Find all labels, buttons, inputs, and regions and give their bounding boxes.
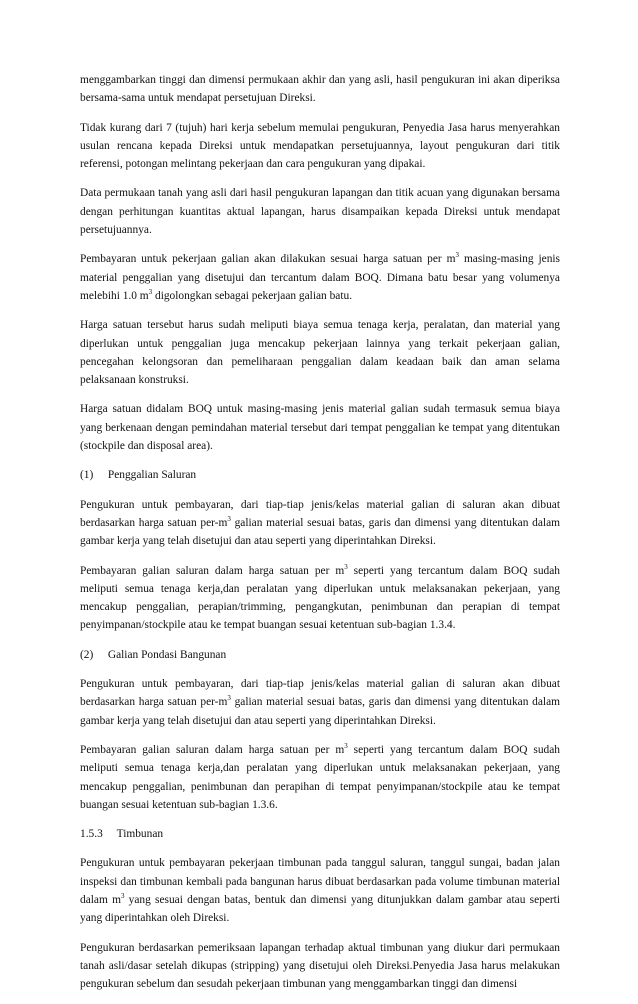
paragraph-survey-plan: Tidak kurang dari 7 (tujuh) hari kerja sebelum memulai pengukuran, Penyedia Jasa harus menyerahkan usulan rencana kepada Direksi untuk mendapatkan persetujuannya, layout pengukuran dari titik referensi, potongan melintang pekerjaan dan cara pengukuran yang dipakai. xyxy=(80,121,560,171)
section-title: Galian Pondasi Bangunan xyxy=(107,648,227,661)
section-heading-penggalian-saluran xyxy=(80,466,560,484)
section-heading-galian-pondasi xyxy=(80,646,560,664)
paragraph-foundation-measurement: Pengukuran untuk pembayaran, dari tiap-tiap jenis/kelas material galian di saluran akan dibuat berdasarkan harga satuan per-$m^3$ galian material sesuai batas, garis dan dimensi yang ditentukan dalam gambar kerja yang telah disetujui dan atau seperti yang diperintahkan Direksi. xyxy=(80,678,560,727)
paragraph-channel-measurement: Pengukuran untuk pembayaran, dari tiap-tiap jenis/kelas material galian di saluran akan dibuat berdasarkan harga satuan per-$m^3$ galian material sesuai batas, garis dan dimensi yang ditentukan dalam gambar kerja yang telah disetujui dan atau seperti yang diperintahkan Direksi. xyxy=(80,498,560,548)
paragraph-channel-payment: Pembayaran galian saluran dalam harga satuan per $m^3$ seperti yang tercantum dalam BOQ sudah meliputi semua tenaga kerja,dan peralatan yang diperlukan untuk melaksanakan pekerjaan, yang mencakup penggalian, perapian/trimming, pengangkutan, penimbunan dan perapian di tempat penyimpanan/stockpile atau ke tempat buangan sesuai ketentuan sub-bagian 1.3.4. xyxy=(80,562,560,632)
section-number: 1.5.3 xyxy=(80,828,103,841)
paragraph-measurement-check: menggambarkan tinggi dan dimensi permukaan akhir dan yang asli, hasil pengukuran ini akan diperiksa bersama-sama untuk mendapat persetujuan Direksi. xyxy=(80,74,560,105)
paragraph-embankment-survey: Pengukuran berdasarkan pemeriksaan lapangan terhadap aktual timbunan yang diukur dari permukaan tanah asli/dasar setelah dikupas (stripping) yang disetujui oleh Direksi.Penyedia Jasa harus melakukan pengukuran sebelum dan sesudah pekerjaan timbunan yang menggambarkan tinggi dan dimensi xyxy=(80,941,560,991)
section-title: Timbunan xyxy=(116,828,164,841)
paragraph-foundation-payment: Pembayaran galian saluran dalam harga satuan per $m^3$ seperti yang tercantum dalam BOQ sudah meliputi semua tenaga kerja,dan peralatan yang diperlukan untuk melaksanakan pekerjaan, yang mencakup penggalian, penimbunan dan perapihan di tempat penyimpanan/stockpile atau ke tempat buangan sesuai ketentuan sub-bagian 1.3.6. xyxy=(80,742,560,811)
section-title: Penggalian Saluran xyxy=(107,469,197,482)
section-number: (2) xyxy=(80,648,94,661)
paragraph-embankment-measurement: Pengukuran untuk pembayaran pekerjaan timbunan pada tanggul saluran, tanggul sungai, badan jalan inspeksi dan timbunan kembali pada bangunan harus dibuat berdasarkan pada volume timbunan material dalam $m^3$ yang sesuai dengan batas, bentuk dan dimensi yang ditunjukkan dalam gambar atau seperti yang diperintahkan oleh Direksi. xyxy=(80,857,560,925)
paragraph-boq-unit-price: Harga satuan didalam BOQ untuk masing-masing jenis material galian sudah termasuk semua biaya yang berkenaan dengan pemindahan material tersebut dari tempat penggalian ke tempat yang ditentukan (stockpile dan disposal area). xyxy=(80,403,560,453)
paragraph-unit-price-scope: Harga satuan tersebut harus sudah meliputi biaya semua tenaga kerja, peralatan, dan material yang diperlukan untuk penggalian juga mencakup pekerjaan lainnya yang terkait pekerjaan galian, pencegahan kelongsoran dan pemeliharaan penggalian dalam keadaan baik dan aman selama pelaksanaan konstruksi. xyxy=(80,319,560,387)
paragraph-ground-data: Data permukaan tanah yang asli dari hasil pengukuran lapangan dan titik acuan yang digunakan bersama dengan perhitungan kuantitas aktual lapangan, harus disampaikan kepada Direksi untuk mendapat persetujuannya. xyxy=(80,187,560,237)
document-body xyxy=(80,71,560,1004)
paragraph-excavation-payment: Pembayaran untuk pekerjaan galian akan dilakukan sesuai harga satuan per $m^3$ masing-masing jenis material penggalian yang disetujui dan tercantum dalam BOQ. Dimana batu besar yang volumenya melebihi 1.0 $m^3$ digolongkan sebagai pekerjaan galian batu. xyxy=(80,251,560,302)
section-number: (1) xyxy=(80,469,94,482)
section-heading-timbunan xyxy=(80,825,560,843)
